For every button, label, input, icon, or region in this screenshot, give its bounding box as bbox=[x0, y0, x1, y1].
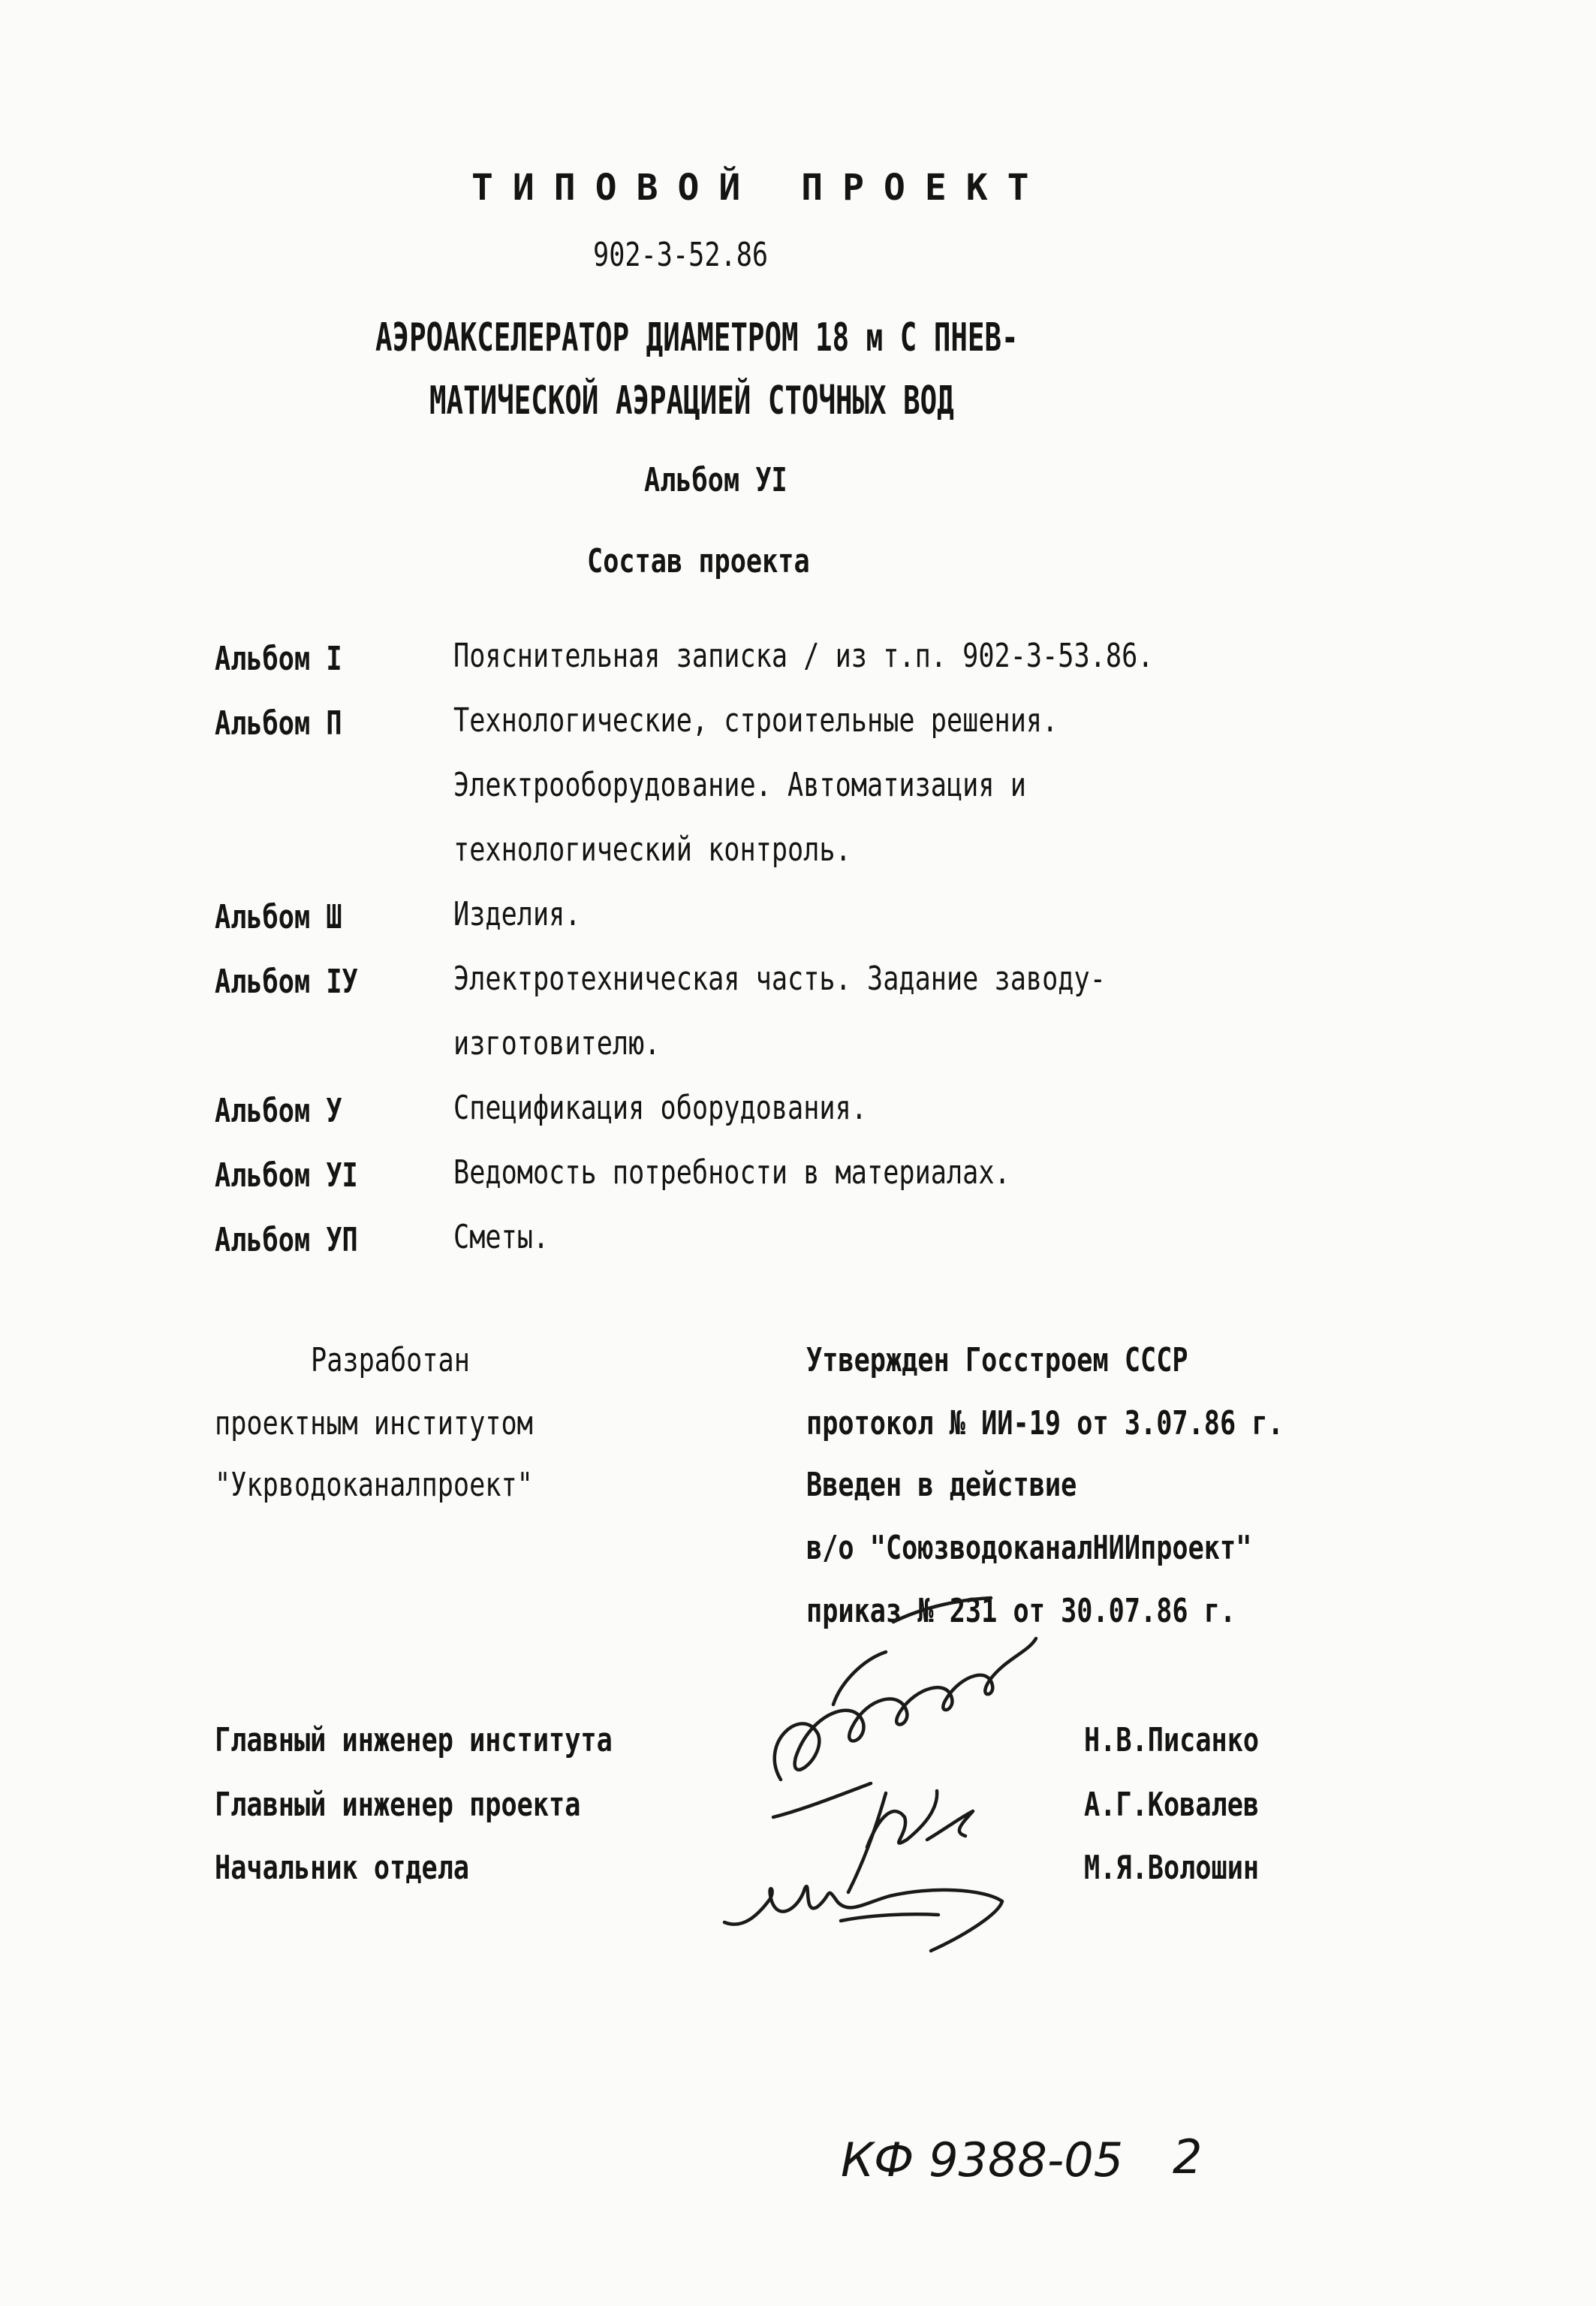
approval-protocol: протокол № ИИ-19 от 3.07.86 г. bbox=[806, 1404, 1284, 1442]
approval-order: приказ № 231 от 30.07.86 г. bbox=[806, 1592, 1236, 1630]
approval-line: Введен в действие bbox=[806, 1466, 1077, 1504]
approval-line: Утвержден Госстроем СССР bbox=[806, 1341, 1188, 1379]
signatory-position: Главный инженер проекта bbox=[215, 1786, 581, 1824]
album-label: Альбом Ш bbox=[215, 898, 342, 936]
album-description-line: технологический контроль. bbox=[453, 830, 851, 869]
album-description-line: изготовителю. bbox=[453, 1024, 661, 1063]
album-description-line: Электротехническая часть. Задание заводу- bbox=[453, 960, 1106, 998]
signature-chief-engineer-project bbox=[848, 1791, 973, 1892]
album-description-line: Сметы. bbox=[453, 1218, 550, 1256]
signatures-drawing bbox=[713, 1592, 1134, 1937]
page-number: 2 bbox=[1173, 2130, 1203, 2184]
archive-code: КФ 9388-05 bbox=[841, 2133, 1124, 2187]
album-description-line: Технологические, строительные решения. bbox=[453, 701, 1058, 740]
title-line-1: АЭРОАКСЕЛЕРАТОР ДИАМЕТРОМ 18 м С ПНЕВ- bbox=[375, 315, 1019, 360]
album-description-line: Электрооборудование. Автоматизация и bbox=[453, 766, 1026, 804]
album-label: Альбом У bbox=[215, 1092, 342, 1130]
album-description-line: Спецификация оборудования. bbox=[453, 1089, 867, 1127]
signature-department-head bbox=[724, 1886, 1002, 1951]
signatory-name: М.Я.Волошин bbox=[1084, 1849, 1260, 1887]
signatory-position: Главный инженер института bbox=[215, 1721, 613, 1759]
signatory-name: Н.В.Писанко bbox=[1084, 1721, 1260, 1759]
album-label: Альбом УI bbox=[215, 1156, 358, 1195]
project-number: 902-3-52.86 bbox=[593, 236, 769, 274]
developer-line: проектным институтом bbox=[215, 1404, 533, 1442]
developer-line: Разработан bbox=[311, 1341, 470, 1379]
contents-heading: Состав проекта bbox=[587, 542, 810, 580]
title-line-2: МАТИЧЕСКОЙ АЭРАЦИЕЙ СТОЧНЫХ ВОД bbox=[429, 378, 954, 424]
album-heading: Альбом УI bbox=[644, 461, 787, 499]
album-label: Альбом П bbox=[215, 704, 342, 743]
album-label: Альбом УП bbox=[215, 1221, 358, 1259]
signature-chief-engineer-institute bbox=[773, 1598, 1036, 1817]
album-description-line: Изделия. bbox=[453, 895, 581, 933]
developer-institute: "Укрводоканалпроект" bbox=[215, 1466, 533, 1504]
approval-line: в/о "СоюзводоканалНИИпроект" bbox=[806, 1529, 1252, 1567]
album-description-line: Ведомость потребности в материалах. bbox=[453, 1153, 1010, 1192]
album-description-line: Пояснительная записка / из т.п. 902-3-53.86. bbox=[453, 637, 1154, 675]
signatory-position: Начальник отдела bbox=[215, 1849, 470, 1887]
signatory-name: А.Г.Ковалев bbox=[1084, 1786, 1260, 1824]
doc-type-heading: ТИПОВОЙ ПРОЕКТ bbox=[471, 167, 1049, 209]
album-label: Альбом IУ bbox=[215, 963, 358, 1001]
album-label: Альбом I bbox=[215, 640, 342, 678]
